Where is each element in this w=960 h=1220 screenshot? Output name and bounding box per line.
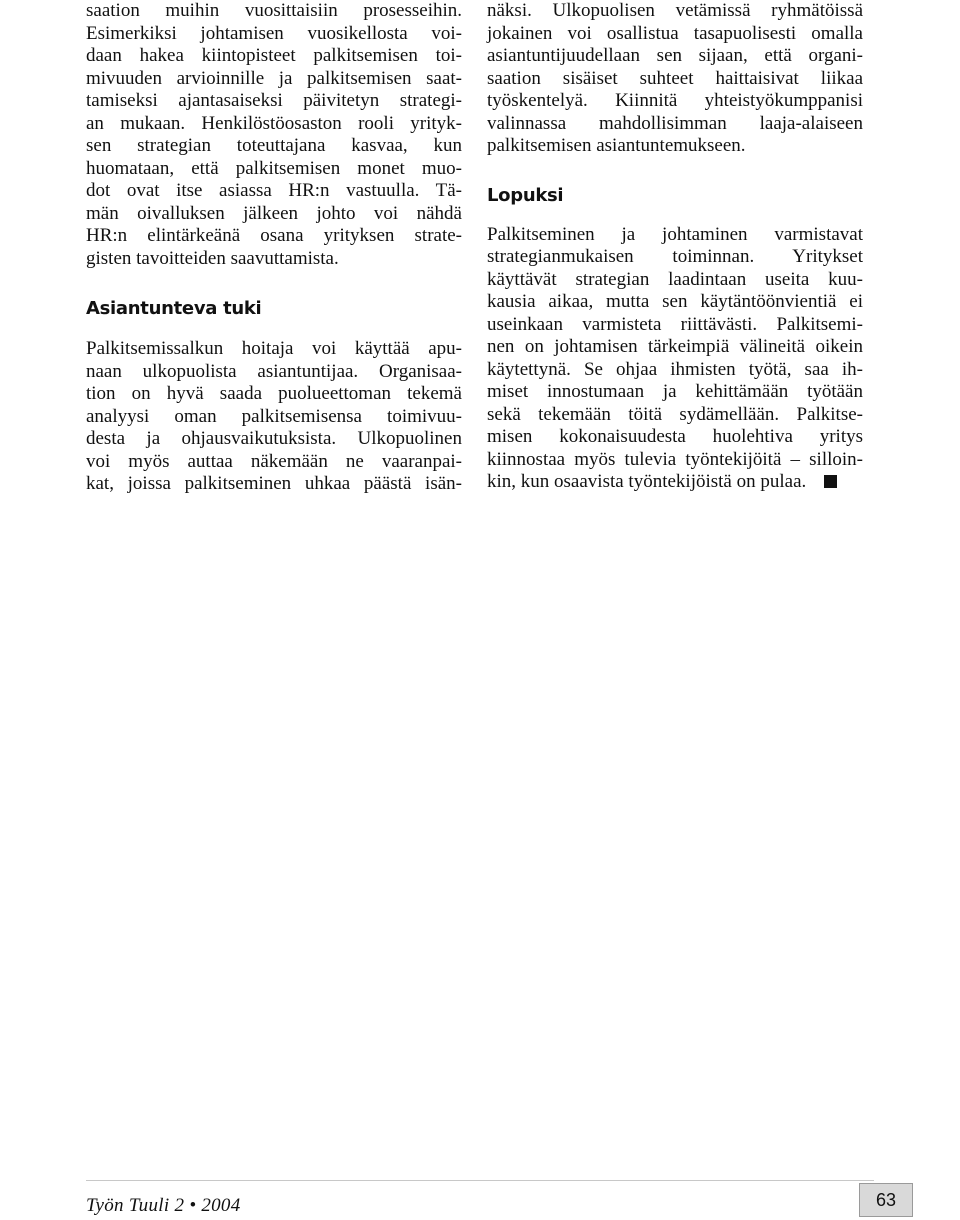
final-text: kin, kun osaavista työntekijöistä on pulaa.	[487, 471, 807, 492]
publication-footer: Työn Tuuli 2 • 2004	[86, 1195, 241, 1216]
text-line: tion on hyvä saada puolueettoman tekemä	[86, 383, 462, 404]
left-section-paragraph	[86, 338, 462, 496]
text-line: miset innostumaan ja kehittämään työtään	[487, 381, 863, 402]
text-line: useinkaan varmisteta riittävästi. Palkitsemi-	[487, 313, 863, 335]
section-heading-asiantunteva-tuki: Asiantunteva tuki	[86, 298, 262, 319]
text-line: mivuuden arvioinnille ja palkitsemisen saat-	[86, 67, 462, 89]
text-line: voi myös auttaa näkemään ne vaaranpai-	[86, 450, 462, 472]
text-line: asiantuntijuudellaan sen sijaan, että organi-	[487, 45, 863, 66]
end-of-article-square-icon	[824, 475, 837, 488]
text-line: käytettynä. Se ohjaa ihmisten työtä, saa ih-	[487, 358, 863, 380]
text-line: palkitsemisen asiantuntemukseen.	[487, 135, 746, 156]
text-line: gisten tavoitteiden saavuttamista.	[86, 247, 339, 269]
text-line: valinnassa mahdollisimman laaja-alaiseen	[487, 112, 863, 134]
text-line: dot ovat itse asiassa HR:n vastuulla. Tä-	[86, 180, 462, 201]
text-line: tamiseksi ajantasaiseksi päivitetyn strategi-	[86, 90, 462, 111]
text-line-final	[487, 471, 863, 494]
text-line: kausia aikaa, mutta sen käytäntöönvientiä ei	[487, 291, 863, 312]
text-line: an mukaan. Henkilöstöosaston rooli yrityk-	[86, 112, 462, 134]
text-line: analyysi oman palkitsemisensa toimivuu-	[86, 405, 462, 427]
text-line: näksi. Ulkopuolisen vetämissä ryhmätöissä	[487, 0, 863, 21]
right-column	[487, 0, 863, 494]
text-line: daan hakea kiintopisteet palkitsemisen toi-	[86, 45, 462, 66]
right-intro-paragraph	[487, 0, 863, 158]
text-line: nen on johtamisen tärkeimpiä välineitä oikein	[487, 336, 863, 357]
text-line: naan ulkopuolista asiantuntijaa. Organisaa-	[86, 360, 462, 382]
text-line: jokainen voi osallistua tasapuolisesti omalla	[487, 22, 863, 44]
text-line: Esimerkiksi johtamisen vuosikellosta voi-	[86, 22, 462, 44]
text-line: desta ja ohjausvaikutuksista. Ulkopuolinen	[86, 428, 462, 449]
text-line: strategianmukaisen toiminnan. Yritykset	[487, 246, 863, 267]
left-intro-paragraph	[86, 0, 462, 270]
text-line: kiinnostaa myös tulevia työntekijöitä – silloin-	[487, 448, 863, 470]
text-line: sekä tekemään töitä sydämellään. Palkitse-	[487, 403, 863, 425]
section-heading-lopuksi: Lopuksi	[487, 184, 564, 206]
text-line: Palkitseminen ja johtaminen varmistavat	[487, 223, 863, 245]
text-line: män oivalluksen jälkeen johto voi nähdä	[86, 202, 462, 224]
page-number: 63	[859, 1183, 913, 1217]
text-line: Palkitsemissalkun hoitaja voi käyttää apu-	[86, 338, 462, 359]
text-line: saation sisäiset suhteet haittaisivat liikaa	[487, 67, 863, 89]
text-line: misen kokonaisuudesta huolehtiva yritys	[487, 426, 863, 447]
text-line: saation muihin vuosittaisiin prosesseihin.	[86, 0, 462, 21]
text-line: työskentelyä. Kiinnitä yhteistyökumppanisi	[487, 90, 863, 111]
footer-divider	[86, 1180, 874, 1181]
left-column	[86, 0, 462, 496]
text-line: kat, joissa palkitseminen uhkaa päästä isän-	[86, 473, 462, 494]
right-section-paragraph	[487, 224, 863, 494]
text-line: käyttävät strategian laadintaan useita kuu-	[487, 268, 863, 290]
text-line: sen strategian toteuttajana kasvaa, kun	[86, 135, 462, 156]
text-line: HR:n elintärkeänä osana yrityksen strate-	[86, 225, 462, 246]
text-line: huomataan, että palkitsemisen monet muo-	[86, 157, 462, 179]
